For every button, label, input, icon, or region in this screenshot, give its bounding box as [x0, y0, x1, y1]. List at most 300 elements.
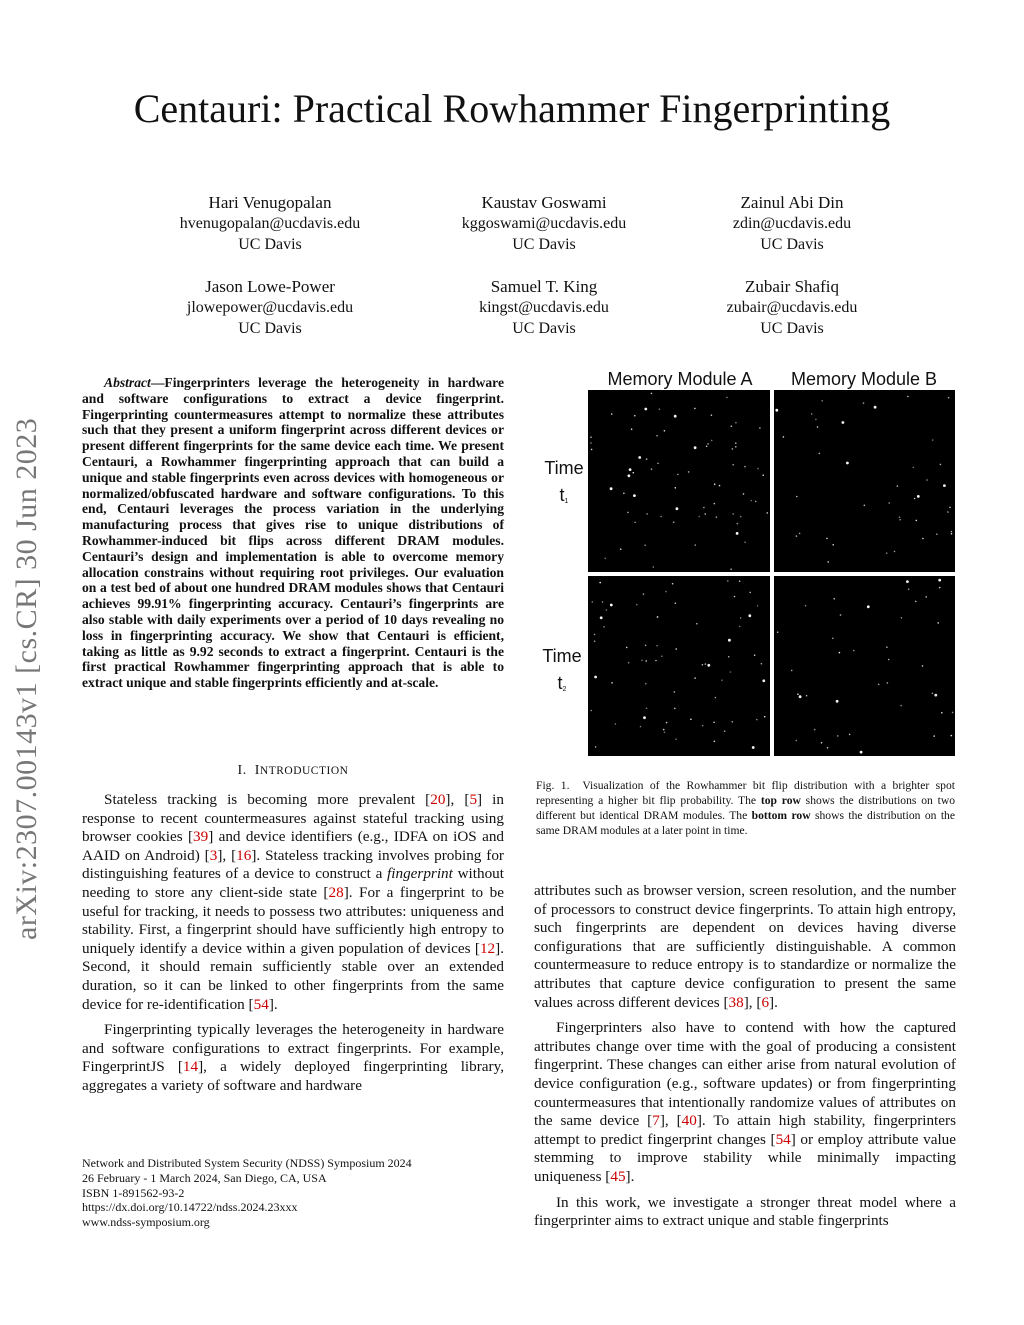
bit-flip-spot: [952, 712, 954, 714]
bit-flip-spot: [730, 568, 732, 570]
bit-flip-spot: [656, 435, 658, 437]
bit-flip-spot: [690, 719, 692, 721]
bit-flip-spot: [749, 592, 751, 594]
bit-flip-spot: [757, 605, 759, 607]
bit-flip-spot: [811, 413, 813, 415]
figure-column-label: Memory Module B: [790, 369, 938, 389]
bit-flip-spot: [651, 468, 653, 470]
bit-flip-spot: [814, 729, 816, 731]
bit-flip-spot: [907, 396, 909, 398]
author-affiliation: UC Davis: [760, 236, 824, 253]
citation[interactable]: 39: [193, 828, 209, 846]
text-run: ], [: [743, 993, 762, 1011]
author-name: Jason Lowe-Power: [205, 277, 335, 296]
author-affiliation: UC Davis: [238, 320, 302, 337]
text-run: Fingerprinters also have to contend with how the captured attributes change over time with the goal of producing a consistent fingerprint. These changes can either arise from natural evolution of device configuration (e.g., software updates) or from fingerprinting countermeasures that intentionally randomize values of attributes on the same device [: [534, 1019, 956, 1130]
bit-flip-spot: [886, 552, 888, 554]
bit-flip-spot: [762, 679, 765, 682]
bit-flip-spot: [888, 659, 890, 661]
bit-flip-spot: [606, 609, 608, 611]
bit-flip-spot: [863, 402, 865, 404]
bit-flip-spot: [716, 516, 718, 518]
bit-flip-spot: [735, 442, 737, 444]
author-email[interactable]: kggoswami@ucdavis.edu: [461, 215, 627, 232]
bit-flip-spot: [948, 397, 950, 399]
bit-flip-spot: [922, 665, 924, 667]
bit-flip-spot: [767, 512, 769, 514]
bit-flip-spot: [595, 746, 597, 748]
section-heading: [82, 763, 504, 779]
bit-flip-spot: [914, 498, 916, 500]
bit-flip-spot: [728, 656, 730, 658]
bit-flip-spot: [899, 519, 901, 521]
bit-flip-spot: [675, 487, 677, 489]
bit-flip-spot: [897, 485, 899, 487]
bit-flip-spot: [819, 453, 821, 455]
bit-flip-spot: [951, 735, 953, 737]
bit-flip-spot: [837, 735, 839, 737]
bit-flip-spot: [735, 422, 737, 424]
bit-flip-spot: [721, 679, 723, 681]
bit-flip-spot: [887, 682, 889, 684]
bit-flip-spot: [832, 544, 834, 546]
bit-flip-spot: [797, 693, 799, 695]
citation[interactable]: 16: [236, 846, 252, 864]
bit-flip-spot: [906, 580, 909, 583]
citation[interactable]: 40: [681, 1112, 697, 1130]
bit-flip-spot: [936, 533, 938, 535]
bit-flip-spot: [796, 740, 798, 742]
bit-flip-spot: [842, 421, 845, 424]
bit-flip-spot: [711, 414, 713, 416]
bit-flip-spot: [901, 617, 903, 619]
bit-flip-spot: [727, 580, 729, 582]
paragraph: [82, 1021, 504, 1095]
bit-flip-spot: [951, 533, 953, 535]
bit-flip-spot: [603, 626, 605, 628]
author-email[interactable]: zubair@ucdavis.edu: [726, 299, 858, 316]
text-run: ].: [625, 1167, 635, 1185]
bit-flip-spot: [827, 561, 829, 563]
bit-flip-spot: [821, 742, 823, 744]
bit-flip-spot: [827, 747, 829, 749]
row-label-subscript: 1: [564, 498, 569, 505]
bit-flip-spot: [826, 538, 828, 540]
figure-caption: [536, 778, 955, 838]
author-block: [424, 192, 664, 255]
bit-flip-spot: [646, 708, 648, 710]
row-label-time: Time: [544, 458, 584, 478]
footnote-line[interactable]: www.ndss-symposium.org: [82, 1215, 210, 1230]
bit-flip-spot: [817, 426, 819, 428]
text-run: ]. Stateless tracking involves probing for distinguishing features of a device to construct a: [82, 846, 504, 883]
bit-flip-spot: [806, 695, 808, 697]
bit-flip-spot: [664, 732, 666, 734]
bit-flip-spot: [640, 726, 642, 728]
text-run: In this work, we investigate a stronger threat model where a fingerprinter aims to extract unique and stable fingerprints: [534, 1193, 956, 1230]
figure-row-label: [538, 458, 590, 506]
bit-flip-spot: [715, 697, 717, 699]
bit-flip-spot: [696, 623, 698, 625]
bit-flip-spot: [698, 516, 700, 518]
bit-flip-spot: [744, 466, 746, 468]
citation[interactable]: 12: [479, 939, 496, 957]
bit-flip-spot: [602, 601, 604, 603]
bit-flip-spot: [947, 511, 949, 513]
citation[interactable]: 3: [209, 846, 218, 864]
bit-flip-spot: [706, 446, 708, 448]
bit-flip-spot: [734, 596, 736, 598]
footnote-line[interactable]: https://dx.doi.org/10.14722/ndss.2024.23xxx: [82, 1200, 298, 1215]
bit-flip-spot: [762, 474, 764, 476]
bit-flip-spot: [757, 468, 759, 470]
bit-flip-spot: [917, 495, 920, 498]
row-label-t: t: [557, 673, 563, 693]
bit-flip-spot: [623, 493, 625, 495]
bit-flip-spot: [933, 735, 935, 737]
bit-flip-spot: [590, 442, 592, 444]
bit-flip-spot: [661, 655, 663, 657]
bit-flip-spot: [751, 500, 753, 502]
citation[interactable]: 54: [775, 1130, 791, 1148]
bit-flip-spot: [664, 430, 666, 432]
footnote-line: 26 February - 1 March 2024, San Diego, CA, USA: [82, 1170, 327, 1185]
bit-flip-spot: [714, 483, 716, 485]
citation[interactable]: 54: [253, 995, 269, 1013]
bit-flip-spot: [836, 700, 839, 703]
abstract-label: Abstract: [104, 375, 151, 390]
bit-flip-spot: [636, 604, 638, 606]
bit-flip-spot: [628, 662, 630, 664]
bit-flip-spot: [694, 408, 696, 410]
bit-flip-spot: [732, 464, 734, 466]
bit-flip-spot: [688, 471, 690, 473]
citation[interactable]: 45: [610, 1167, 626, 1185]
bit-flip-spot: [761, 663, 763, 665]
arxiv-identifier[interactable]: arXiv:2307.00143v1 [cs.CR] 30 Jun 2023: [10, 417, 43, 940]
bit-flip-spot: [627, 512, 629, 514]
author-name: Samuel T. King: [490, 277, 598, 296]
bit-flip-spot: [714, 503, 716, 505]
abstract: [82, 375, 504, 691]
bit-flip-spot: [860, 751, 863, 754]
text-run: without needing to store any client-side state [: [82, 865, 504, 901]
bit-flip-spot: [874, 406, 877, 409]
text-run: ] and device identifiers (e.g., IDFA on iOS and AAID on Android) [: [82, 828, 505, 864]
author-email[interactable]: jlowepower@ucdavis.edu: [186, 299, 354, 316]
emphasis: fingerprint: [387, 865, 453, 883]
bit-flip-spot: [900, 705, 902, 707]
bit-flip-spot: [638, 456, 641, 459]
bit-flip-spot: [913, 467, 915, 469]
bit-flip-spot: [674, 415, 677, 418]
text-run: Fingerprinting typically leverages the heterogeneity in hardware and software configurations to extract fingerprints. For example, FingerprintJS [: [82, 1021, 504, 1076]
bit-flip-spot: [732, 513, 734, 515]
bit-flip-spot: [939, 587, 941, 589]
section-number: I.: [237, 763, 247, 778]
bitflip-panel-b-t2: [774, 576, 955, 756]
bit-flip-spot: [628, 474, 631, 477]
bit-flip-spot: [899, 516, 901, 518]
author-affiliation: UC Davis: [512, 320, 576, 337]
text-run: ] in response to recent countermeasures against stateful tracking using browser cookies [: [82, 791, 504, 846]
bit-flip-spot: [594, 640, 596, 642]
bit-flip-spot: [707, 664, 710, 667]
text-run: ], [: [659, 1112, 682, 1130]
bit-flip-spot: [840, 614, 842, 616]
bit-flip-spot: [674, 691, 676, 693]
bit-flip-spot: [620, 548, 622, 550]
bit-flip-spot: [704, 513, 706, 515]
bit-flip-spot: [659, 408, 661, 410]
bit-flip-spot: [695, 544, 697, 546]
paragraph: [82, 791, 504, 1014]
text-run: ]. For a fingerprint to be useful for tracking, it needs to possess two attributes: uniqueness and stability. First, a fingerprint should have sufficiently high entropy to uniquely identify a device within a given population of devices [: [82, 883, 504, 957]
bit-flip-spot: [644, 544, 646, 546]
bit-flip-spot: [735, 446, 737, 448]
paragraph: [534, 1194, 956, 1231]
bit-flip-spot: [756, 719, 758, 721]
text-run: ].: [268, 995, 278, 1013]
bit-flip-spot: [665, 591, 667, 593]
bit-flip-spot: [815, 419, 817, 421]
bit-flip-spot: [748, 614, 751, 617]
bit-flip-spot: [940, 464, 942, 466]
intro-left-text: [82, 791, 504, 1096]
bit-flip-spot: [673, 521, 675, 523]
citation[interactable]: 14: [182, 1058, 199, 1076]
text-run: ], [: [217, 846, 237, 864]
bit-flip-spot: [730, 671, 732, 673]
bit-flip-spot: [791, 670, 793, 672]
bit-flip-spot: [754, 654, 756, 656]
caption-bold: bottom row: [751, 809, 811, 822]
bit-flip-spot: [707, 443, 709, 445]
caption-text: Visualization of the Rowhammer bit flip distribution with a brighter spot representing a higher bit flip probability. The: [536, 779, 955, 807]
author-name: Zainul Abi Din: [740, 193, 844, 212]
bit-flip-spot: [888, 502, 890, 504]
bit-flip-spot: [764, 716, 766, 718]
bit-flip-spot: [849, 734, 851, 736]
text-run: ] or employ attribute value stemming to improve stability while minimally impacting uniqueness [: [534, 1130, 956, 1185]
bit-flip-spot: [951, 531, 953, 533]
bit-flip-spot: [605, 558, 607, 560]
bit-flip-spot: [908, 588, 910, 590]
bit-flip-spot: [732, 721, 734, 723]
caption-bold: top row: [760, 794, 801, 807]
row-label-t: t: [559, 485, 565, 505]
bit-flip-spot: [740, 617, 742, 619]
bitflip-panel-a-t2: [588, 576, 770, 756]
bit-flip-spot: [651, 393, 653, 395]
caption-label: Fig. 1.: [536, 779, 570, 792]
author-name: Kaustav Goswami: [481, 193, 607, 212]
bitflip-panel-b-t1: [774, 390, 955, 572]
bit-flip-spot: [744, 541, 746, 543]
bit-flip-spot: [728, 639, 731, 642]
bit-flip-spot: [915, 601, 917, 603]
bit-flip-spot: [675, 738, 677, 740]
bit-flip-spot: [666, 722, 668, 724]
author-block: [150, 276, 390, 339]
bit-flip-spot: [591, 449, 593, 451]
footnote: [82, 1156, 504, 1230]
bit-flip-spot: [799, 533, 801, 535]
bit-flip-spot: [615, 723, 617, 725]
author-affiliation: UC Davis: [238, 236, 302, 253]
bit-flip-spot: [594, 676, 597, 679]
bit-flip-spot: [611, 682, 613, 684]
bit-flip-spot: [634, 522, 636, 524]
bit-flip-spot: [610, 604, 613, 607]
bit-flip-spot: [886, 646, 888, 648]
bit-flip-spot: [631, 428, 633, 430]
bit-flip-spot: [739, 580, 741, 582]
citation[interactable]: 38: [728, 993, 744, 1011]
caption-text: shows the distributions on two different but identical DRAM modules. The: [536, 794, 955, 822]
citation[interactable]: 7: [652, 1112, 660, 1130]
bit-flip-spot: [703, 507, 705, 509]
bit-flip-spot: [600, 616, 603, 619]
text-run: ]. To attain high stability, fingerprinters attempt to predict fingerprint changes [: [534, 1112, 956, 1148]
bit-flip-spot: [590, 436, 592, 438]
author-affiliation: UC Davis: [760, 320, 824, 337]
intro-right-text: [534, 882, 956, 1231]
bit-flip-spot: [645, 683, 647, 685]
bit-flip-spot: [737, 523, 739, 525]
bit-flip-spot: [926, 479, 928, 481]
bit-flip-spot: [644, 408, 647, 411]
bit-flip-spot: [677, 474, 679, 476]
text-run: Stateless tracking is becoming more prevalent [: [104, 791, 431, 808]
bit-flip-spot: [611, 413, 613, 415]
bit-flip-spot: [676, 507, 679, 510]
bit-flip-spot: [755, 501, 757, 503]
bit-flip-spot: [731, 425, 733, 427]
bit-flip-spot: [783, 436, 785, 438]
author-name: Zubair Shafiq: [745, 277, 839, 296]
paper-title: Centauri: Practical Rowhammer Fingerprinting: [133, 86, 891, 131]
row-label-subscript: 2: [562, 686, 567, 693]
bit-flip-spot: [592, 601, 594, 603]
bit-flip-spot: [922, 538, 924, 540]
citation[interactable]: 20: [430, 791, 446, 808]
author-email[interactable]: kingst@ucdavis.edu: [479, 299, 609, 316]
bit-flip-spot: [943, 484, 946, 487]
bit-flip-spot: [846, 462, 849, 465]
bit-flip-spot: [663, 729, 665, 731]
bit-flip-spot: [743, 493, 745, 495]
bit-flip-spot: [705, 663, 707, 665]
author-email[interactable]: zdin@ucdavis.edu: [732, 215, 852, 232]
section-title-rest: NTRODUCTION: [259, 765, 349, 777]
text-run: ], a widely deployed fingerprinting library, aggregates a variety of software and hardware: [82, 1058, 504, 1094]
bit-flip-spot: [878, 684, 880, 686]
bit-flip-spot: [674, 708, 676, 710]
bit-flip-spot: [925, 596, 927, 598]
bit-flip-spot: [594, 634, 596, 636]
bit-flip-spot: [853, 650, 855, 652]
paragraph: [534, 1019, 956, 1186]
bit-flip-spot: [702, 725, 704, 727]
bit-flip-spot: [591, 710, 593, 712]
bit-flip-spot: [932, 693, 934, 695]
bit-flip-spot: [610, 487, 613, 490]
citation[interactable]: 6: [761, 993, 770, 1011]
figure-row-label: [536, 646, 588, 694]
bit-flip-spot: [702, 664, 704, 666]
author-block: [672, 276, 912, 339]
bit-flip-spot: [821, 400, 823, 402]
bit-flip-spot: [675, 602, 677, 604]
author-block: [672, 192, 912, 255]
bit-flip-spot: [724, 730, 726, 732]
bit-flip-spot: [643, 716, 646, 719]
bit-flip-spot: [599, 582, 601, 584]
bit-flip-spot: [656, 645, 658, 647]
bit-flip-spot: [633, 494, 636, 497]
footnote-line: ISBN 1-891562-93-2: [82, 1185, 185, 1200]
bit-flip-spot: [643, 593, 645, 595]
figure-column-label: Memory Module A: [607, 369, 753, 389]
bit-flip-spot: [934, 694, 937, 697]
bit-flip-spot: [714, 741, 716, 743]
bit-flip-spot: [694, 677, 696, 679]
bit-flip-spot: [740, 516, 742, 518]
author-name: Hari Venugopalan: [208, 193, 332, 212]
caption-text: shows the distribution on the same DRAM modules at a later point in time.: [536, 809, 955, 837]
author-block: [150, 192, 390, 255]
bit-flip-spot: [645, 660, 647, 662]
author-affiliation: UC Davis: [512, 236, 576, 253]
bit-flip-spot: [655, 660, 657, 662]
bit-flip-spot: [629, 468, 632, 471]
bit-flip-spot: [713, 722, 715, 724]
bit-flip-spot: [646, 458, 648, 460]
bit-flip-spot: [711, 440, 713, 442]
bit-flip-spot: [633, 472, 635, 474]
bit-flip-spot: [646, 513, 648, 515]
bit-flip-spot: [653, 566, 655, 568]
bit-flip-spot: [775, 409, 778, 412]
paragraph: [534, 882, 956, 1012]
bit-flip-spot: [916, 520, 918, 522]
bit-flip-spot: [626, 647, 628, 649]
bit-flip-spot: [949, 507, 951, 509]
bit-flip-spot: [839, 652, 841, 654]
bit-flip-spot: [694, 446, 697, 449]
citation[interactable]: 5: [469, 791, 478, 808]
bit-flip-spot: [937, 622, 939, 624]
text-run: ].: [769, 993, 778, 1011]
citation[interactable]: 28: [328, 883, 344, 901]
bit-flip-spot: [657, 463, 659, 465]
bit-flip-spot: [938, 579, 941, 582]
bit-flip-spot: [660, 516, 662, 518]
bit-flip-spot: [645, 645, 647, 647]
bitflip-panel-a-t1: [588, 390, 770, 572]
abstract-text: —Fingerprinters leverage the heterogeneity in hardware and software configurations to extract a device fingerprint. Fingerprinting countermeasures attempt to normalize these attributes such that they present a uniform fingerprint across different devices or present different fingerprints for the same device each time. We present Centauri, a Rowhammer fingerprinting approach that can build a unique and stable fingerprints even across devices with homogeneous or normalized/obfuscated hardware and software configurations. To this end, Centauri leverages the process variation in the underlying manufacturing process that gives rise to unique distributions of Rowhammer-induced bit flips across different DRAM modules. Centauri’s design and implementation is able to overcome memory allocation constrains without requiring root privileges. Our evaluation on a test bed of about one hundred DRAM modules shows that Centauri achieves 99.91% fingerprinting accuracy. Centauri’s fingerprints are also stable with daily experiments over a period of 10 days revealing no loss in fingerprinting accuracy. We show that Centauri is efficient, taking as little as 9.92 seconds to extract a fingerprint. Centauri is the first practical Rowhammer fingerprinting approach that is able to extract unique and stable fingerprints efficiently and at-scale.: [82, 375, 504, 691]
bit-flip-spot: [719, 485, 721, 487]
bit-flip-spot: [675, 648, 677, 650]
author-email[interactable]: hvenugopalan@ucdavis.edu: [179, 215, 361, 232]
text-run: ]. Second, it should remain sufficiently stable over an extended duration, so it can be linked to other fingerprints from the same device for re-identification [: [82, 939, 504, 1013]
author-block: [424, 276, 664, 339]
bit-flip-spot: [752, 746, 755, 749]
bit-flip-spot: [732, 448, 734, 450]
bit-flip-spot: [657, 616, 659, 618]
bit-flip-spot: [759, 427, 761, 429]
